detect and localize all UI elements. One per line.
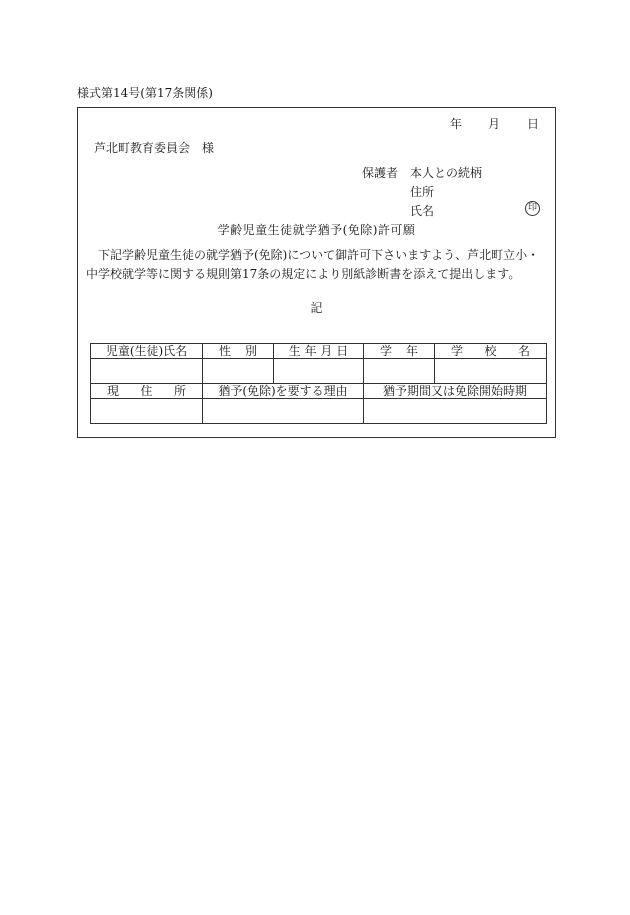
- addressee-name: 芦北町教育委員会: [94, 141, 191, 155]
- header-school-char-3: 名: [517, 344, 530, 358]
- entry-reason[interactable]: [203, 399, 364, 424]
- header-current-address: [91, 384, 203, 399]
- guardian-relation-label: 本人との続柄: [410, 166, 483, 180]
- document-title: 学齢児童生徒就学猶予(免除)許可願: [217, 223, 416, 237]
- seal-mark: 印: [525, 201, 540, 216]
- details-table: [90, 343, 547, 424]
- header-birth-date: 生 年 月 日: [274, 344, 364, 359]
- ki-label: 記: [310, 301, 323, 315]
- addressee-suffix: 様: [202, 141, 215, 155]
- date-month-label: 月: [487, 117, 500, 131]
- guardian-address-label: 住所: [410, 185, 435, 199]
- body-text: 下記学齢児童生徒の就学猶予(免除)について御許可下さいますよう、芦北町立小・中学校就学等に関する規則第17条の規定により別紙診断書を添えて提出します。: [86, 248, 540, 281]
- entry-current-address[interactable]: [91, 399, 203, 424]
- header-school-char-2: 校: [484, 344, 497, 358]
- header-period: 猶予期間又は免除開始時期: [364, 384, 547, 399]
- entry-period[interactable]: [364, 399, 547, 424]
- guardian-label: 保護者: [362, 166, 399, 180]
- addressee: [94, 139, 214, 156]
- table-entry-row-2: [91, 399, 547, 424]
- header-address-char-1: 現: [107, 384, 120, 398]
- header-sex-char-2: 別: [244, 344, 257, 358]
- entry-student-name[interactable]: [91, 359, 203, 384]
- entry-school-name[interactable]: [435, 359, 547, 384]
- table-header-row-1: [91, 344, 547, 359]
- header-address-char-2: 住: [140, 384, 153, 398]
- entry-sex[interactable]: [203, 359, 274, 384]
- table-entry-row-1: [91, 359, 547, 384]
- header-student-name: 児童(生徒)氏名: [91, 344, 203, 359]
- header-address-char-3: 所: [173, 384, 186, 398]
- date-day-label: 日: [526, 117, 539, 131]
- guardian-block: [362, 164, 482, 221]
- header-grade-char-2: 年: [405, 344, 418, 358]
- form-frame: [77, 107, 556, 438]
- header-grade-char-1: 学: [380, 344, 393, 358]
- entry-birth-date[interactable]: [274, 359, 364, 384]
- header-reason: 猶予(免除)を要する理由: [203, 384, 364, 399]
- header-sex-char-1: 性: [219, 344, 232, 358]
- header-sex: [203, 344, 274, 359]
- header-school-char-1: 学: [451, 344, 464, 358]
- date-line: [450, 115, 539, 132]
- entry-grade[interactable]: [364, 359, 435, 384]
- form-number: 様式第14号(第17条関係): [77, 86, 213, 100]
- header-school-name: [435, 344, 547, 359]
- date-year-label: 年: [449, 117, 462, 131]
- header-grade: [364, 344, 435, 359]
- table-header-row-2: [91, 384, 547, 399]
- guardian-name-label: 氏名: [410, 204, 435, 218]
